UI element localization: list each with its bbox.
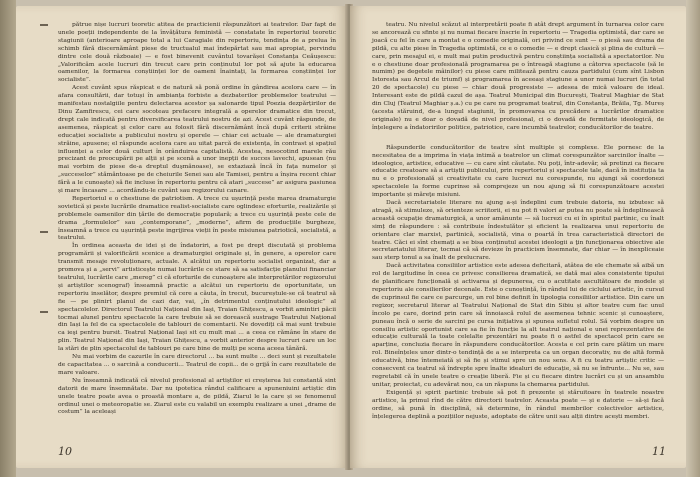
paragraph: Acest cuvânt spus răspicat e de natură să ponă ordine în gândirea acelora care — în afara consultării, dar totuși în ambianța forbiste a dezbaterilor problemelor teatrului — manifestau nostalgiile pentru delectarea acestor șa salonarde tipul Poezia dezpărțirilor de Dinu Zamfirescu, cei care socoteau prefacere integrală a operelor dramatice din trecut, drept cale indicată pentru diversificarea teatrului nostru de azi. Acest cuvânt răspunde, de asemenea, răspicat și celor care au folosit fără discernământ încă după criterii strâine educației socialiste a publicului nostru și operele — chiar cei actuale — ale dramaturgiei străine, apusene; el răspunde acelora care au uitat parcă de existența, în contrast și spațiul influenței a celor două culturi în orânduirea capitalistă. Acestea, nesocotind marele rău precizant de preocupării pe alții și pe scenă a unor inepții de succes lavechi, apusean (nu mai vorbim de piese de-a dreptul duşmănoase), se extaziază încă în fața numelor și „succeselor” stămăntoase pe de cheiurile Senei sau ale Tamisei, pentru a înșira recent chiar fără a le cunoaște) să fie incluse în repertoriu pentru că atari „succese” ar asigura pasiunea și mare încasare ... acordându-le cuvânt sau regizorului canare.: [58, 85, 336, 195]
paragraph: Nu mai vorbim de cazurile în care directorul ... ba sunt multe ... deci sunt și rezultatele de capacitatea ... o sarcină a conducerii... Teatrul de copii... de o grijă în care rezultatele de mare valoare.: [58, 354, 336, 376]
margin-mark: [40, 311, 48, 313]
paragraph: Răspunderile conducătorilor de teatre sînt multiple și complexe. Ele pornesc de la necesitatea de a imprima în viața intimă a teatrelor un climat corespunzător sarcinilor înalte — ideologice, artistice, educative — cu care sînt căutate. Nu poți, într-adevăr, să pretinzi ca fiecare educatie creatoare să a artiștii publicului, prin repertoriul și spectacole tale, dacă în instituția ta nu e o profesională și creativitate cu care lucrezi nu corespunde, nu ajungi să coordonezi spectacolele la forme cuprinse să comprejeze un nou ajung să fii corespunzătoare acestei importante și măreţe misiuni.: [372, 144, 664, 199]
left-page: [16, 6, 348, 468]
paragraph: Exigență și spirit partinic trebuie să pot fi prezente și stăruitoare în teatrele noastre artistice, la primul rînd de către directorii teatrelor. Aceasta poate — și e datorie — să-și facă ordine, să pună în disciplină, să determine, în rândul membrilor colectivelor artistice, înțelegerea deplină a pozițiilor nejuste, adoptate de către unii sau alții dintre acești membri.: [372, 389, 664, 420]
right-page-text: [372, 22, 664, 421]
paragraph: Dacă secretariatele literare nu ajung a-și îndeplini cum trebuie datoria, nu izbutesc să atragă, să stimuleze, să orienteze scriitorii, ei nu pot fi valori ar putea nu poate să îndeplinească această ocupație dramaturgică, a unor amănunte — să lucrezi cu ei în spiritul partinic, cu înalt simț de răspundere : să contribuie îndestulător și eficient la realizarea unui repertoriu de orientare clar marxist, partinică, socialistă, vina o poartă în trea caracteristică directori de teatre. Căci ei sînt chemați a se bisa conținutul acestei ideologii a ţin funcţionarea obiective ale secretariatului literar, tocmai că să devieze în practicism însemnate, dar chiar — în inexpliceaie sau sterp tonul a sa înalt de prelucrare.: [372, 200, 664, 262]
book-edge-right: [686, 0, 700, 477]
left-page-text: [58, 22, 336, 417]
paragraph: pătrue nișe lucruri teoretic atitea de practicienii răspunzători ai teatrelor. Dar fapt de unele poeții independente de la învățătura feministă — constatate în repertoriul teoretic stagiunii (anterioare aproape total a lui Caragiale din repertoriu, tendința de a prelua în schimb fără discernământ piese de tructualul mai îndepărtat sau mai apropiat, pervindu dintre cele două războaie) — e fost binevenit cuvântul tovarășei Constanța Ceăușescu: „Valorificăm acele lucruri din trecut care prin conținutul lor pot să ajute la educarea oamenilor, la formarea conștiinței lor de oameni înaintați, la formarea conștiinței lor socialiste”.: [58, 22, 336, 84]
paragraph: teatru. Nu nivelul scăzut al interpretării poate fi atât drept argument în turnarea celor care se ancorează cu sfinte și nu numai fiecare înscrie în repertoriu — Tragedia optimistă, dar care se joacă cu fel în care a montat e o comedie originală, ori privind ce sunt — o piesă sau drama de pildă, cu alte piese în Tragedia optimistă, ce e o comedie — e drept clasică și plina de cultură — care, prin mesajul ei, e mult mai putin productivă pentru conștiința socialistă a spectatorilor. Nu e o chestiune doar profesională programarea pe o întreagă stagiune a câtorva spectacole (să le numim) pe degetele mâinilor) cu piese care militează pentru cauza partidului (cum sînt Lisbon Istoresta sau Arcul de triumf) și programarea în aceeași stagiune a unor numai lucruri (în total 20 de spectacole) cu piese — chiar două progresiste — adesea de mică valoare de ideal. Interesant este de pildă cazul de așa. Teatrul Municipal din București, Teatrul Maghiar de Stat din Cluj (Teatrul Maghiar ș.a.) cu pe care nu programat teatrul, din Constanța, Brăila, Tg. Mureș (acesta stăruind, de-a lungul stagiunii, în promovarea cu precădere a lucrărilor dramatice originale) nu e doar o dovadă de nivel profesional, ci o dovadă de fermitate ideologică, de înțelegere a îndatoririlor politice, patriotice, care incumbă teatrelor, conducătorilor de teatre.: [372, 22, 664, 131]
page-number: 10: [58, 445, 72, 458]
margin-mark: [40, 24, 48, 26]
page-number: 11: [652, 445, 666, 458]
margin-mark: [40, 231, 48, 233]
book-edge-left: [0, 0, 16, 477]
section-gap: [372, 133, 664, 145]
paragraph: În ordinea aceasta de idei și de îndatoriri, a fost pe drept discutată și problema programării și valorificării scenice a dramaturgiei originale și, în genere, a operelor care transmit mesaje revoluționare, actuale. A alcătui un repertoriu socialist organizat, dar a promova și a „servi” artisticește numai lucrările ce stare să sa satisfacție planului financiar teatrului, lucrările care „mereg” ci că eforturile de cunoaștere ale interpretărilor regizorului și artiștilor scenograf) înseamnă practic a alcătui un repertoriu de oportunitate, un repertoriu inselător, despre premiul că cere a căuta, în trecut, bucureștule-se că teatrul să fie — pe plinirt planul de cazi dar, vai, „în detrimentul conținutului ideologic” al spectacolelor. Directorul Teatrului Național din Iași, Traian Ghițescu, a vorbit amintiri păcii tocmai alunel pentru spectacole la care trebuie să se dorească sustrage Teatrului Național din Iași la fel de ca spectacolele de tablouri de comentarii. Ne dovediți că mai sunt trebuie ca ieşi pentru bursit. Teatrul Național Iași sit cu mult mai ... a ceea ce rămâne în stare de plin. Teatrul Național din Iași, Traian Ghițescu, a vorbit anterior despre lucruri care un loc la stări de plin spectacolul de tablouri pe care bine de mulți pe scena aceea tânără.: [58, 243, 336, 353]
paragraph: Dacă activitatea consiliilor artistice este adesea deficitară, atâtea de ele chemate să aibă un rol de largitudine în ceea ce privesc consilierea dramatică, se dată mai ales consistente tipului de planificare funcțională și activarea și depunerea, cu o acutitate ascultătoare de modele și repertoriu ale consilierilor decenale. Este o cunoștință, în rândul lui de ciclului artistic, în cursul de cuprinsul fie care ce parcurge, un rol bine definit în tipologia consiliilor artistice. Din care un regizor, secretarul literar al Teatrului Național de Stat din Sibiu și altor teatre cum fac unul încolo pe care, dorind prin care să înnoiască rolul de asemenea tehnic scenic și cunoaștere, puneau încă o serie de sarcini pe cursa inițiativa și spunea sufletul rolul. Să vorbim despre un consiliu artistic oportunist care sa fie în funcție la alt teatrul național e unei reprezentative de educație culturală la toate celelalte prezentări nu poate fi o astfel de spectacol prin care se aparține, concluzia fiecare în răspundere conducătorilor. Acesta e cel prin care plătim un mare rol. Bineînțeles unor dintr-o tendință de a se interpreta ca un organ decorativ, nu de altă formă educativă, bine întemeiată și să fie și stimul spre un nou sens. A fi cu teatru artiștic critic — consecvent ca teatrul să îndrepte spre înalte idealuri de educație, să nu se înfrunte... Nu se, sau regretabil că în unele teatre o creație liberă. Fie și cu fiecare dintre lucrări cu și un ansamblu unitar, proiectat, cu adevărat nou, ca un răspuns la chemarea partidului.: [372, 263, 664, 388]
right-page: [350, 6, 686, 468]
paragraph: Nu înseamnă indicată că nivelul profesional al artiștilor ei creșterea lui constantă sint datorii de mare însemnătate. Dar nu ipotetica rândul calificare a spuneniuini artiștic din unele teatre poate avea o proastă montare a, de pildă, Ziarul le la care și se fenomenul ordinul unei o meteoropatie se. Ziarul este cu valabil un exemplu realizare a unei „drame de costum” la aceleași: [58, 377, 336, 416]
paragraph: Repertoriul e o chestiune de patriotism. A trece cu ușurință peste marea dramaturgie sovietică și peste lucrările dramatice realist-socialiste care oglindesc eforturile, realizările și problemele oamenilor din țările de democrație populară; a trece cu ușurință peste cele de drama „formulelor” sau „contemporane”, „moderne”, afirm de producțiile burgheze, înseamnă a trece cu ușurință peste ingrijirea vieții în peste misiunea patriotică, socialistă, a teatrului.: [58, 195, 336, 242]
